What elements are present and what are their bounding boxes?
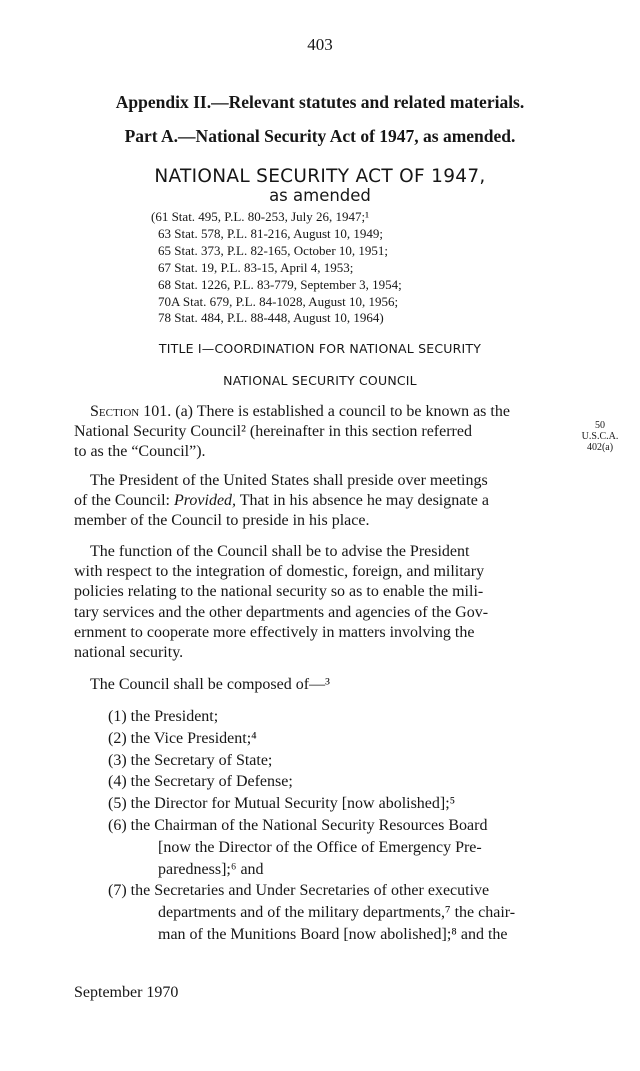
section-label: Section 101.	[90, 403, 172, 420]
appendix-heading: Appendix II.—Relevant statutes and related materials.	[115, 92, 525, 112]
citation-line: 67 Stat. 19, P.L. 83-15, April 4, 1953;	[158, 259, 354, 275]
usca-section: 402(a)	[586, 442, 614, 453]
paragraph-line: policies relating to the national security so as to enable the mili-	[74, 583, 484, 601]
paragraph-line: The President of the United States shall preside over meetings	[90, 472, 488, 489]
paragraph-line: national security.	[74, 644, 184, 662]
list-item-line: (7) the Secretaries and Under Secretaries of other executive	[108, 882, 490, 900]
list-item: (5) the Director for Mutual Security [now abolished];⁵	[108, 795, 456, 813]
paragraph-line: The function of the Council shall be to advise the President	[90, 543, 470, 560]
list-item-line: departments and of the military departments,⁷ the chair-	[158, 904, 516, 922]
part-heading: Part A.—National Security Act of 1947, as amended.	[124, 126, 516, 146]
citation-line: 63 Stat. 578, P.L. 81-216, August 10, 1949;	[158, 225, 383, 241]
list-item-line: paredness];⁶ and	[158, 860, 264, 878]
title-heading: TITLE I—COORDINATION FOR NATIONAL SECURITY	[158, 341, 482, 356]
text-run: of the Council:	[74, 492, 174, 510]
list-item-line: man of the Munitions Board [now abolished];⁸ and the	[158, 925, 508, 943]
function-paragraph	[74, 542, 488, 663]
citation-line: (61 Stat. 495, P.L. 80-253, July 26, 1947;¹	[151, 209, 370, 224]
section-101-line	[74, 402, 510, 422]
president-paragraph	[74, 471, 489, 532]
paragraph-line: tary services and the other departments and agencies of the Gov-	[74, 603, 489, 621]
list-item: (2) the Vice President;⁴	[108, 729, 257, 747]
paragraph-line: ernment to cooperate more effectively in matters involving the	[74, 623, 475, 641]
list-item	[108, 880, 515, 945]
paragraph-line: member of the Council to preside in his place.	[74, 512, 370, 530]
usca-title-number: 50	[595, 420, 605, 431]
emphasis-provided: Provided,	[173, 492, 237, 510]
council-heading: NATIONAL SECURITY COUNCIL	[223, 373, 417, 388]
act-subtitle: as amended	[269, 186, 371, 205]
list-item-line: (6) the Chairman of the National Security Resources Board	[108, 816, 488, 834]
paragraph-line: with respect to the integration of domestic, foreign, and military	[74, 563, 485, 581]
council-members-list	[108, 706, 515, 946]
citation-line: 78 Stat. 484, P.L. 88-448, August 10, 1964)	[158, 310, 384, 326]
page-number: 403	[307, 35, 333, 54]
list-item: (4) the Secretary of Defense;	[108, 773, 293, 791]
composed-of-paragraph	[90, 675, 330, 695]
section-101-line: National Security Council² (hereinafter in this section referred	[74, 423, 472, 441]
statute-citations	[151, 209, 402, 327]
usca-label: U.S.C.A.	[581, 431, 619, 442]
paragraph-line	[74, 491, 489, 511]
paragraph-line: The Council shall be composed of—³	[90, 676, 330, 693]
section-101-line: to as the “Council”).	[74, 443, 206, 461]
section-101-text: (a) There is established a council to be known as the	[171, 403, 510, 420]
list-item	[108, 815, 515, 880]
citation-line: 68 Stat. 1226, P.L. 83-779, September 3, 1954;	[158, 276, 402, 292]
citation-line: 65 Stat. 373, P.L. 82-165, October 10, 1951;	[158, 242, 389, 258]
footer-date: September 1970	[74, 984, 179, 1001]
citation-line: 70A Stat. 679, P.L. 84-1028, August 10, 1956;	[158, 293, 399, 309]
list-item-line: [now the Director of the Office of Emergency Pre-	[158, 838, 482, 856]
section-101-paragraph	[74, 402, 510, 463]
act-title: NATIONAL SECURITY ACT OF 1947,	[154, 166, 486, 187]
usca-margin-note	[577, 420, 623, 453]
list-item: (1) the President;	[108, 708, 219, 725]
text-run: That in his absence he may designate a	[236, 492, 489, 510]
list-item: (3) the Secretary of State;	[108, 751, 273, 769]
